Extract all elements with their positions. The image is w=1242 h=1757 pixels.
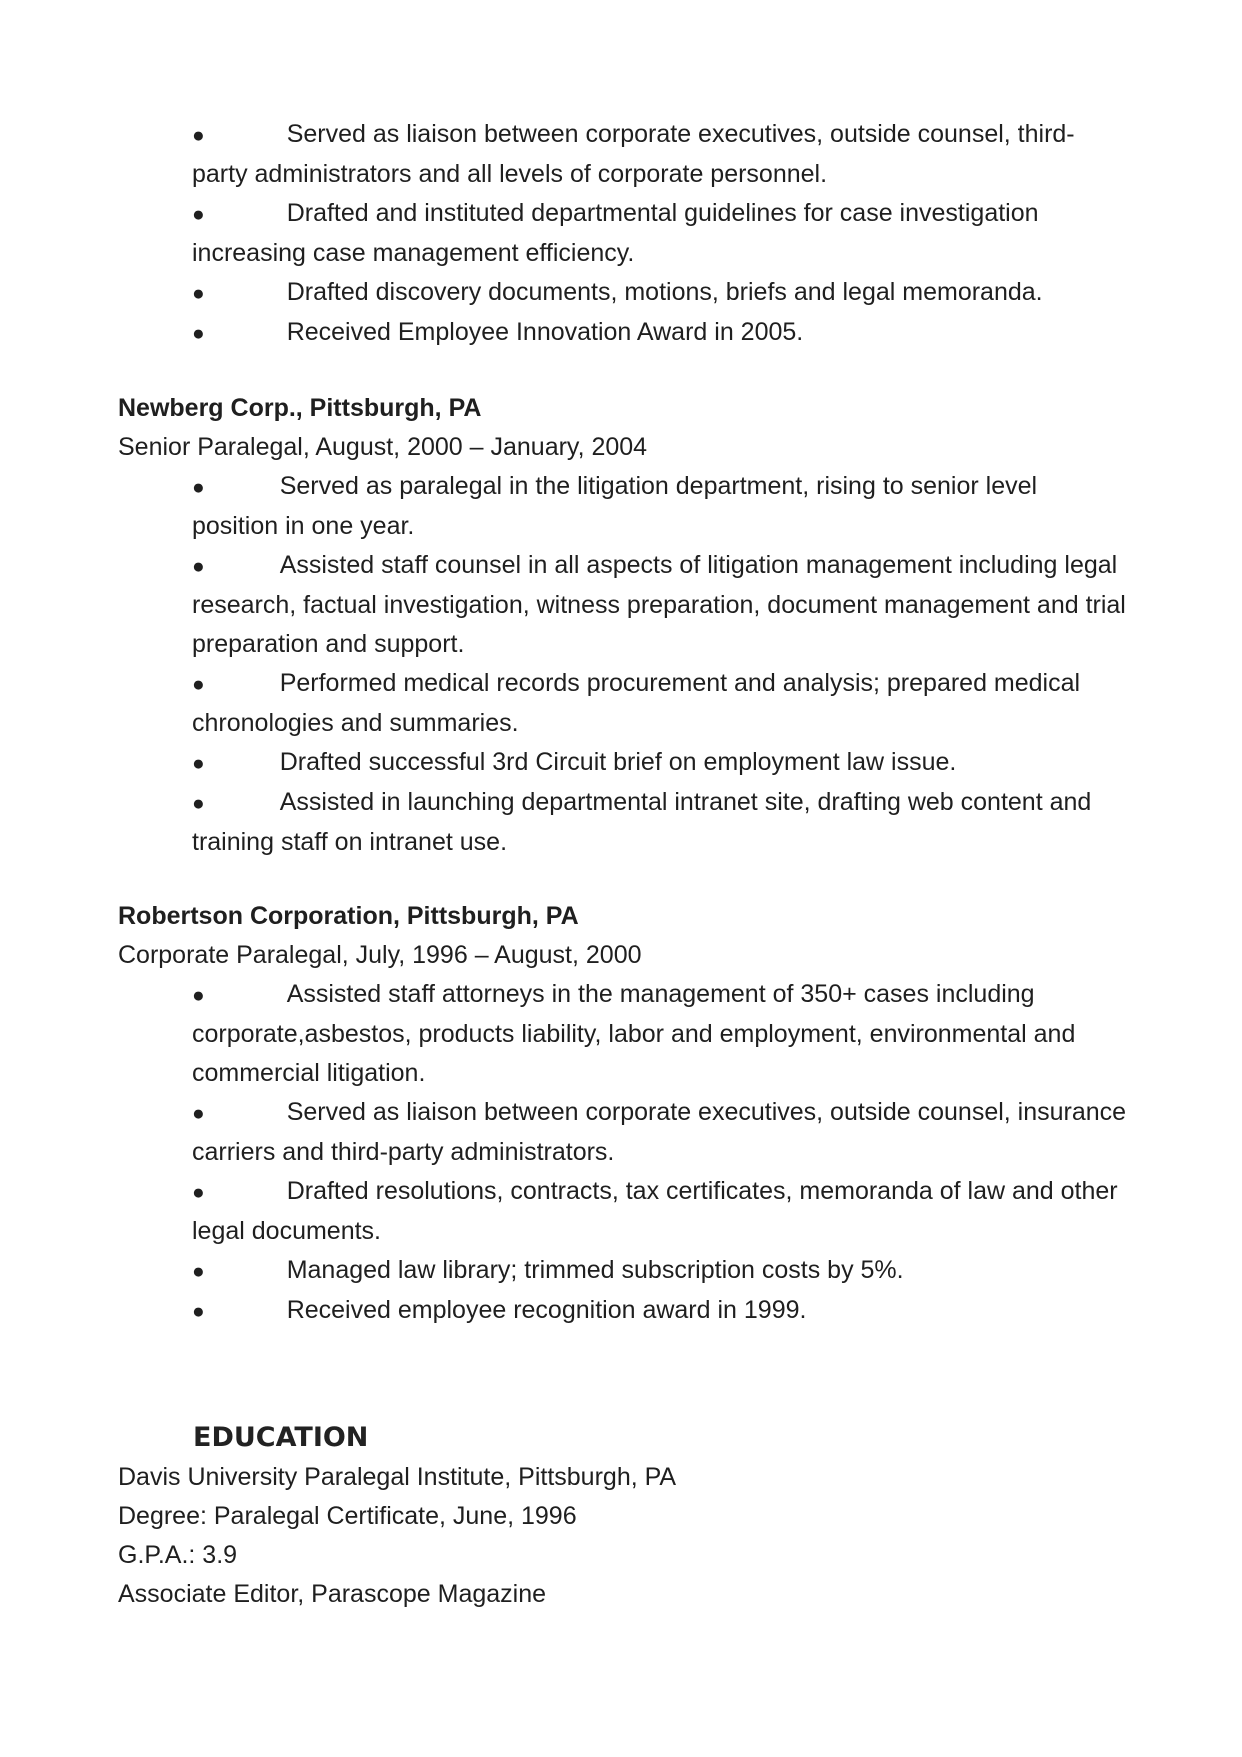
job-title-dates: Senior Paralegal, August, 2000 – January, 2004 <box>118 433 648 461</box>
experience-continued-bullets <box>118 115 1128 353</box>
bullet-glyph: ● <box>192 203 205 226</box>
bullet-text: Drafted and instituted departmental guidelines for case investigation increasing case management efficiency. <box>192 199 1039 267</box>
bullet-text: Drafted resolutions, contracts, tax certificates, memoranda of law and other legal documents. <box>192 1177 1118 1245</box>
bullet-item <box>192 975 1128 1093</box>
bullet-item <box>192 194 1128 273</box>
experience-continued-section <box>118 115 1128 353</box>
bullet-glyph: ● <box>192 673 205 696</box>
bullet-text: Assisted staff counsel in all aspects of litigation management including legal research, factual investigation, witness preparation, document management and trial preparation and support. <box>192 551 1126 658</box>
education-gpa: G.P.A.: 3.9 <box>118 1541 238 1569</box>
bullet-glyph: ● <box>192 555 205 578</box>
education-degree: Degree: Paralegal Certificate, June, 1996 <box>118 1502 577 1530</box>
education-activity: Associate Editor, Parascope Magazine <box>118 1580 547 1608</box>
bullet-glyph: ● <box>192 1102 205 1125</box>
bullet-text: Performed medical records procurement and analysis; prepared medical chronologies and summaries. <box>192 669 1081 737</box>
bullet-item <box>192 664 1128 743</box>
bullet-glyph: ● <box>192 1300 205 1323</box>
job-entry-newberg <box>118 389 1128 862</box>
education-section <box>118 1458 1128 1614</box>
bullet-glyph: ● <box>192 282 205 305</box>
job-title-dates: Corporate Paralegal, July, 1996 – August, 2000 <box>118 941 642 969</box>
bullet-text: Assisted in launching departmental intranet site, drafting web content and training staff on intranet use. <box>192 788 1092 856</box>
bullet-item <box>192 783 1128 862</box>
bullet-glyph: ● <box>192 1260 205 1283</box>
bullet-text: Assisted staff attorneys in the management of 350+ cases including corporate,asbestos, products liability, labor and employment, environmental and commercial litigation. <box>192 980 1076 1087</box>
bullet-item <box>192 1251 1128 1291</box>
bullet-item <box>192 1172 1128 1251</box>
bullet-text: Served as liaison between corporate executives, outside counsel, insurance carriers and third-party administrators. <box>192 1098 1127 1166</box>
bullet-glyph: ● <box>192 476 205 499</box>
bullet-glyph: ● <box>192 752 205 775</box>
education-heading: EDUCATION <box>193 1422 369 1453</box>
company-name: Robertson Corporation, Pittsburgh, PA <box>118 902 579 930</box>
bullet-item <box>192 1291 1128 1331</box>
company-name: Newberg Corp., Pittsburgh, PA <box>118 394 482 422</box>
education-institution: Davis University Paralegal Institute, Pittsburgh, PA <box>118 1463 677 1491</box>
bullet-glyph: ● <box>192 1181 205 1204</box>
bullet-text: Served as paralegal in the litigation department, rising to senior level position in one year. <box>192 472 1038 540</box>
bullet-item <box>192 467 1128 546</box>
bullet-text: Received Employee Innovation Award in 2005. <box>286 318 804 346</box>
bullet-item <box>192 313 1128 353</box>
bullet-glyph: ● <box>192 322 205 345</box>
job-bullets <box>118 975 1128 1331</box>
bullet-text: Managed law library; trimmed subscription costs by 5%. <box>286 1256 904 1284</box>
bullet-item <box>192 546 1128 664</box>
bullet-item <box>192 743 1128 783</box>
bullet-item <box>192 1093 1128 1172</box>
bullet-text: Received employee recognition award in 1999. <box>286 1296 807 1324</box>
bullet-glyph: ● <box>192 984 205 1007</box>
bullet-glyph: ● <box>192 124 205 147</box>
bullet-text: Served as liaison between corporate executives, outside counsel, third-party administrators and all levels of corporate personnel. <box>192 120 1075 188</box>
bullet-text: Drafted discovery documents, motions, briefs and legal memoranda. <box>286 278 1043 306</box>
bullet-text: Drafted successful 3rd Circuit brief on employment law issue. <box>279 748 957 776</box>
bullet-item <box>192 273 1128 313</box>
job-entry-robertson <box>118 897 1128 1331</box>
bullet-glyph: ● <box>192 792 205 815</box>
bullet-item <box>192 115 1128 194</box>
job-bullets <box>118 467 1128 862</box>
